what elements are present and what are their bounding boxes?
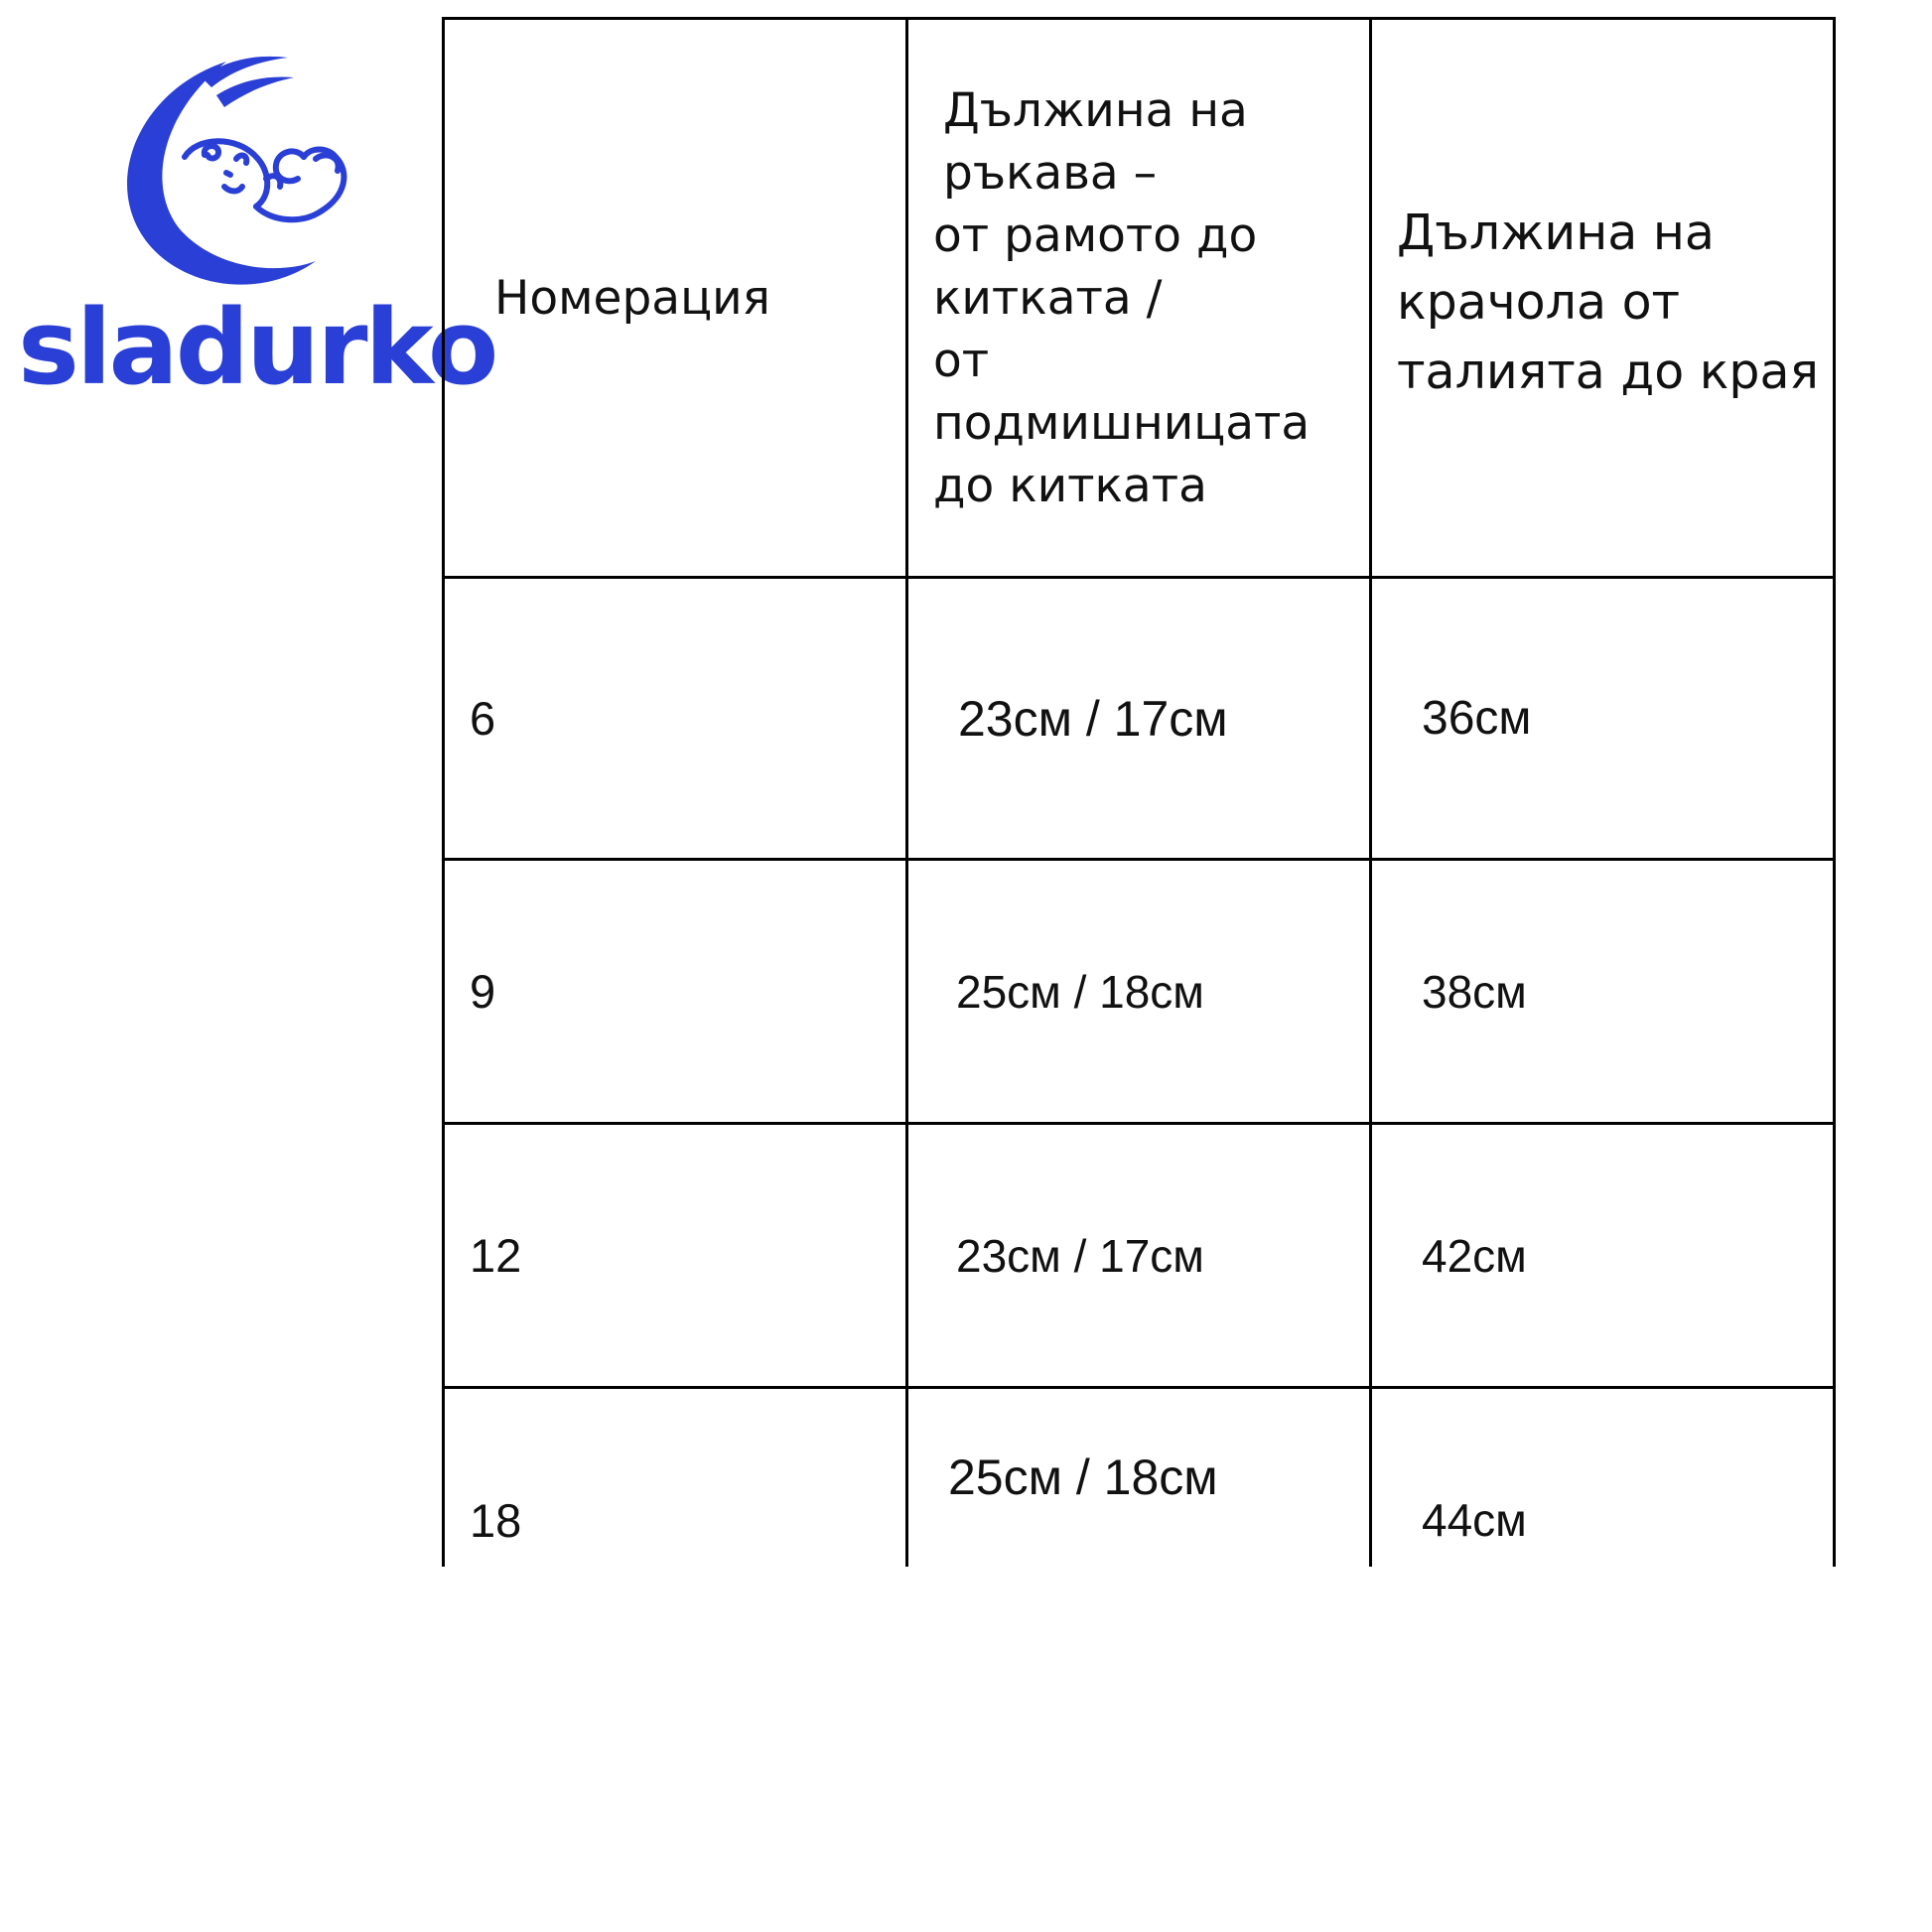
- sleeve-cell: 23см / 17см: [907, 1124, 1371, 1388]
- header-leg-line: крачола от: [1397, 274, 1681, 331]
- leg-cell: 38см: [1371, 860, 1835, 1124]
- table-row: [444, 578, 1835, 860]
- header-sleeve-line: Дължина на: [943, 82, 1248, 138]
- sleeve-cell: 25см / 18см: [907, 860, 1371, 1124]
- size-cell: 9: [444, 860, 907, 1124]
- table-row: [444, 1124, 1835, 1388]
- header-leg-length: [1371, 19, 1835, 578]
- sleeve-cell: 25см / 18см: [907, 1388, 1371, 1587]
- size-chart-table: [442, 17, 1836, 1587]
- sleeve-cell: 23см / 17см: [907, 578, 1371, 860]
- brand-logo: [18, 48, 496, 408]
- header-leg-line: Дължина на: [1397, 205, 1715, 261]
- size-cell: 12: [444, 1124, 907, 1388]
- header-size-line: Номерация: [494, 270, 770, 326]
- header-sleeve-line: ръкава –: [943, 145, 1158, 201]
- table-row: [444, 860, 1835, 1124]
- header-sleeve-line: от рамото до: [933, 207, 1258, 263]
- leg-cell: 42см: [1371, 1124, 1835, 1388]
- bottom-blank-area: [0, 1567, 1932, 1932]
- brand-wordmark: sladurko: [18, 287, 496, 408]
- size-cell: 18: [444, 1388, 907, 1587]
- leg-cell: 36см: [1371, 578, 1835, 860]
- header-sleeve-line: китката /: [933, 270, 1163, 326]
- header-sleeve-line: от подмишницата: [933, 333, 1311, 451]
- size-cell: 6: [444, 578, 907, 860]
- sleeping-baby-moon-icon: [107, 48, 375, 306]
- leg-cell: 44см: [1371, 1388, 1835, 1587]
- header-size: [444, 19, 907, 578]
- header-sleeve-line: до китката: [933, 458, 1207, 513]
- header-row: [444, 19, 1835, 578]
- header-leg-line: талията до края: [1397, 344, 1819, 400]
- table-row: [444, 1388, 1835, 1587]
- header-sleeve-length: [907, 19, 1371, 578]
